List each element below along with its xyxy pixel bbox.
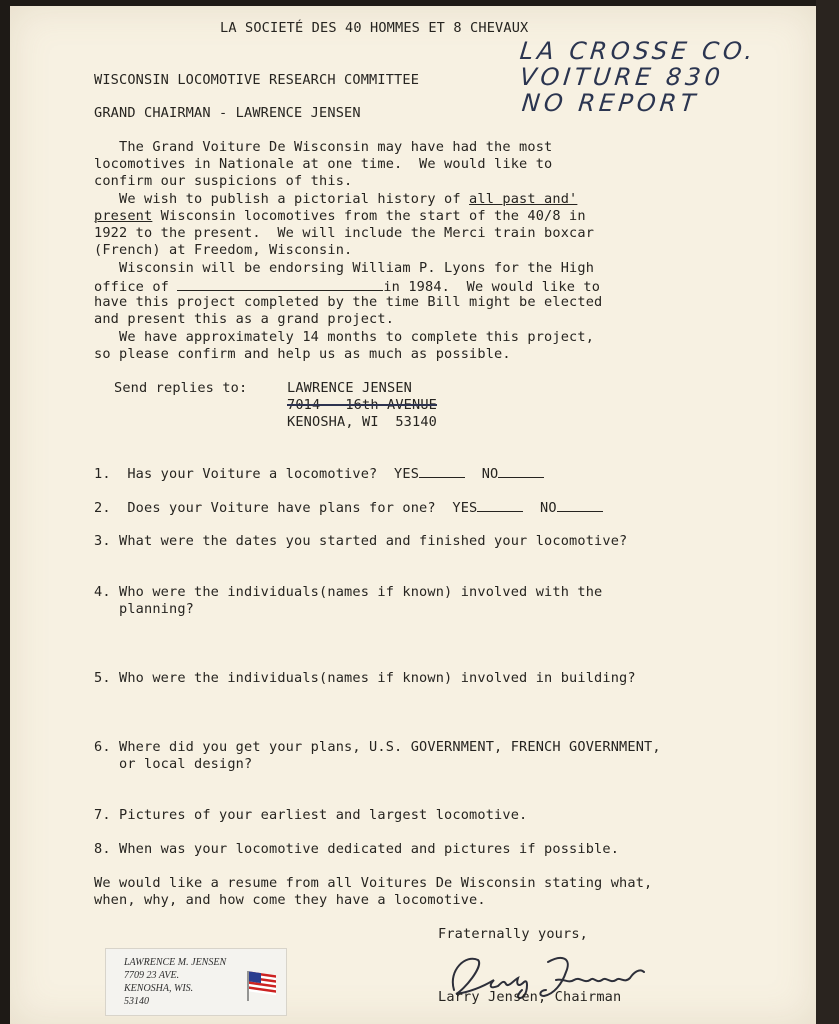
body-line bbox=[94, 208, 586, 225]
question-6: 6. Where did you get your plans, U.S. GOVERNMENT, FRENCH GOVERNMENT, bbox=[94, 739, 661, 755]
body-line: confirm our suspicions of this. bbox=[94, 173, 353, 189]
question-text: 1. Has your Voiture a locomotive? YES bbox=[94, 466, 420, 482]
question-2 bbox=[94, 498, 603, 517]
closing-line: when, why, and how come they have a locomotive. bbox=[94, 892, 486, 908]
body-text: We wish to publish a pictorial history of bbox=[94, 191, 470, 207]
scan-edge bbox=[816, 0, 839, 1024]
body-line: The Grand Voiture De Wisconsin may have had the most bbox=[94, 139, 553, 155]
question-7: 7. Pictures of your earliest and largest locomotive. bbox=[94, 807, 528, 823]
no-blank bbox=[498, 464, 544, 478]
handwritten-note-line1: LA CROSSE CO. bbox=[518, 37, 758, 65]
handwritten-note-line3: NO REPORT bbox=[520, 89, 701, 117]
handwritten-note-line2: VOITURE 830 bbox=[518, 63, 726, 91]
reply-name: LAWRENCE JENSEN bbox=[287, 380, 413, 396]
body-text: in 1984. We would like to bbox=[383, 279, 601, 295]
question-4: 4. Who were the individuals(names if known) involved with the bbox=[94, 584, 603, 600]
body-line: and present this as a grand project. bbox=[94, 311, 395, 327]
underlined-text: present bbox=[94, 208, 153, 224]
body-line: locomotives in Nationale at one time. We would like to bbox=[94, 156, 553, 172]
question-text: 2. Does your Voiture have plans for one? YES bbox=[94, 500, 478, 516]
letter-page bbox=[10, 6, 816, 1024]
sticker-city: KENOSHA, WIS. bbox=[124, 983, 194, 994]
reply-city: KENOSHA, WI 53140 bbox=[287, 414, 438, 430]
question-text: NO bbox=[523, 500, 557, 516]
sticker-street: 7709 23 AVE. bbox=[124, 970, 180, 981]
question-4-cont: planning? bbox=[94, 601, 195, 617]
body-line: have this project completed by the time Bill might be elected bbox=[94, 294, 603, 310]
sticker-name: LAWRENCE M. JENSEN bbox=[124, 957, 227, 968]
sticker-zip: 53140 bbox=[124, 996, 149, 1007]
fraternally-yours: Fraternally yours, bbox=[438, 926, 589, 942]
question-8: 8. When was your locomotive dedicated and pictures if possible. bbox=[94, 841, 620, 857]
body-line: (French) at Freedom, Wisconsin. bbox=[94, 242, 353, 258]
us-flag-icon bbox=[246, 969, 278, 1003]
body-line: so please confirm and help us as much as possible. bbox=[94, 346, 511, 362]
body-text: office of bbox=[94, 279, 178, 295]
office-blank bbox=[177, 277, 383, 291]
question-5: 5. Who were the individuals(names if known) involved in building? bbox=[94, 670, 636, 686]
society-heading: LA SOCIETÉ DES 40 HOMMES ET 8 CHEVAUX bbox=[220, 20, 529, 36]
body-line: 1922 to the present. We will include the Merci train boxcar bbox=[94, 225, 595, 241]
committee-heading: WISCONSIN LOCOMOTIVE RESEARCH COMMITTEE bbox=[94, 72, 420, 88]
question-text: NO bbox=[465, 466, 499, 482]
address-sticker bbox=[105, 948, 287, 1016]
body-line bbox=[94, 191, 577, 208]
underlined-text: all past and' bbox=[469, 191, 578, 207]
body-line: We have approximately 14 months to complete this project, bbox=[94, 329, 595, 345]
body-line: Wisconsin will be endorsing William P. Lyons for the High bbox=[94, 260, 595, 276]
question-3: 3. What were the dates you started and finished your locomotive? bbox=[94, 533, 628, 549]
question-1 bbox=[94, 464, 544, 483]
question-6-cont: or local design? bbox=[94, 756, 253, 772]
closing-line: We would like a resume from all Voitures De Wisconsin stating what, bbox=[94, 875, 653, 891]
chairman-heading: GRAND CHAIRMAN - LAWRENCE JENSEN bbox=[94, 105, 361, 121]
reply-old-address: 7014 - 16th AVENUE bbox=[287, 397, 438, 413]
signature-name: Larry Jensen, Chairman bbox=[438, 989, 622, 1005]
body-text: Wisconsin locomotives from the start of the 40/8 in bbox=[152, 208, 586, 224]
reply-label: Send replies to: bbox=[114, 380, 256, 396]
yes-blank bbox=[419, 464, 465, 478]
no-blank bbox=[557, 498, 603, 512]
yes-blank bbox=[477, 498, 523, 512]
